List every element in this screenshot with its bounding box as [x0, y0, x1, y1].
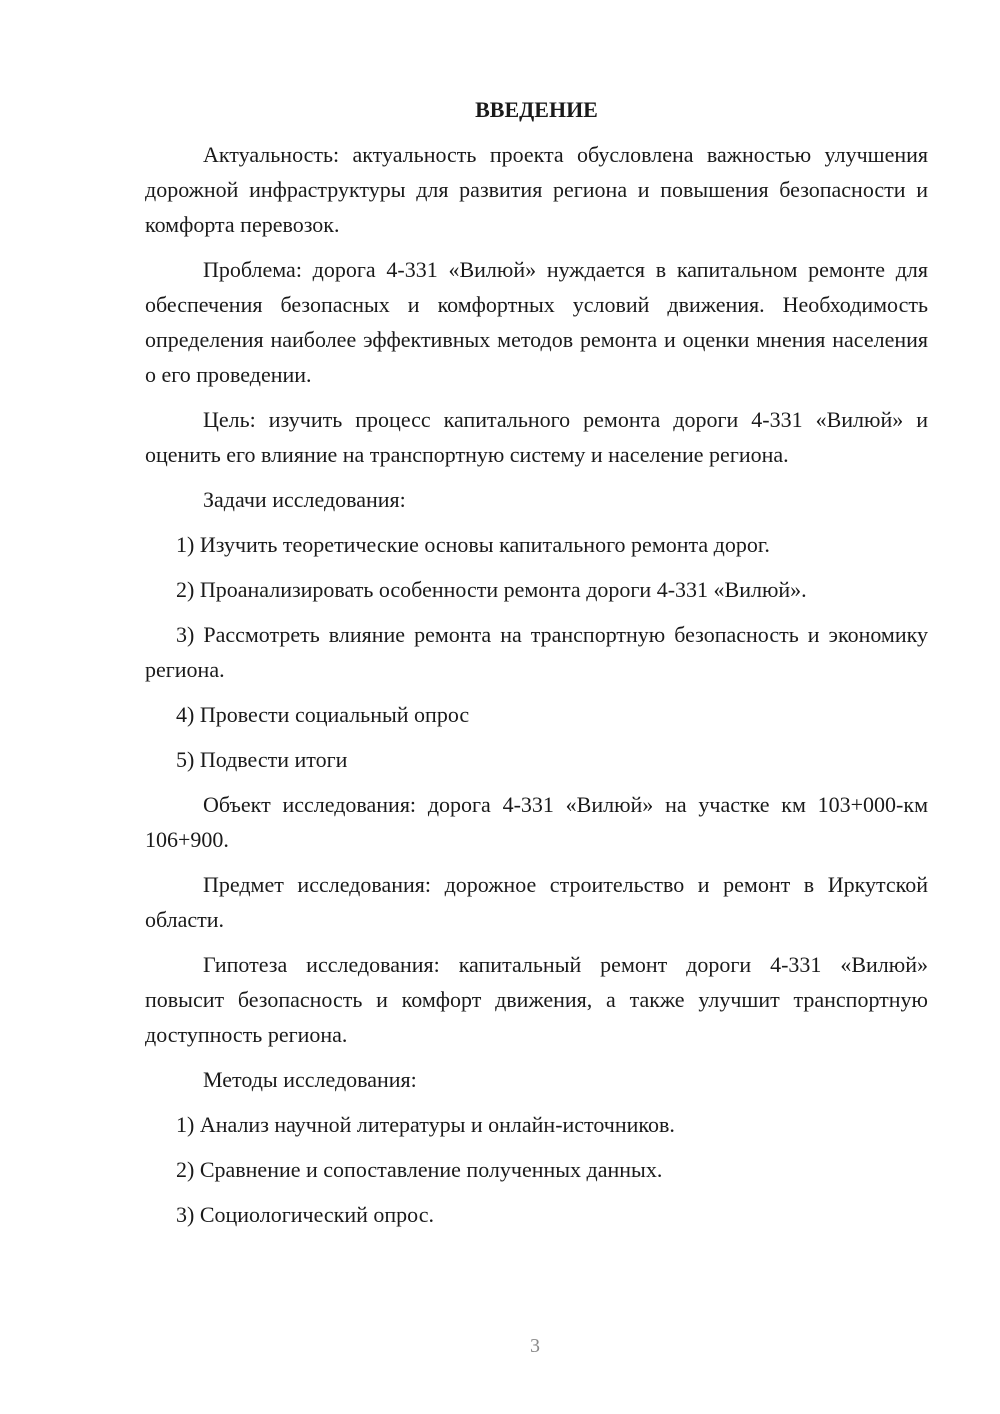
- task-item: 5) Подвести итоги: [176, 747, 348, 772]
- relevance-paragraph: Актуальность: актуальность проекта обусловлена важностью улучшения дорожной инфраструктуры для развития региона и повышения безопасности и комфорта перевозок.: [145, 142, 928, 237]
- subject-paragraph: Предмет исследования: дорожное строительство и ремонт в Иркутской области.: [145, 872, 928, 932]
- task-item: 2) Проанализировать особенности ремонта дороги 4-331 «Вилюй».: [176, 577, 807, 602]
- problem-paragraph: Проблема: дорога 4-331 «Вилюй» нуждается в капитальном ремонте для обеспечения безопасных и комфортных условий движения. Необходимость определения наиболее эффективных методов ремонта и оценки мнения населения о его проведении.: [145, 257, 928, 387]
- document-page: [145, 93, 928, 1242]
- task-item: 4) Провести социальный опрос: [176, 702, 470, 727]
- method-item: 3) Социологический опрос.: [176, 1202, 434, 1227]
- method-item: 2) Сравнение и сопоставление полученных данных.: [176, 1157, 663, 1182]
- method-item: 1) Анализ научной литературы и онлайн-источников.: [176, 1112, 675, 1137]
- object-paragraph: Объект исследования: дорога 4-331 «Вилюй» на участке км 103+000-км 106+900.: [145, 792, 928, 852]
- task-item: 3) Рассмотреть влияние ремонта на транспортную безопасность и экономику региона.: [145, 622, 928, 682]
- hypothesis-paragraph: Гипотеза исследования: капитальный ремонт дороги 4-331 «Вилюй» повысит безопасность и комфорт движения, а также улучшит транспортную доступность региона.: [145, 952, 928, 1047]
- methods-heading: Методы исследования:: [203, 1067, 417, 1092]
- goal-paragraph: Цель: изучить процесс капитального ремонта дороги 4-331 «Вилюй» и оценить его влияние на транспортную систему и население региона.: [145, 407, 928, 467]
- section-title: ВВЕДЕНИЕ: [475, 97, 598, 122]
- tasks-heading: Задачи исследования:: [203, 487, 406, 512]
- page-number: 3: [530, 1335, 540, 1357]
- task-item: 1) Изучить теоретические основы капитального ремонта дорог.: [176, 532, 770, 557]
